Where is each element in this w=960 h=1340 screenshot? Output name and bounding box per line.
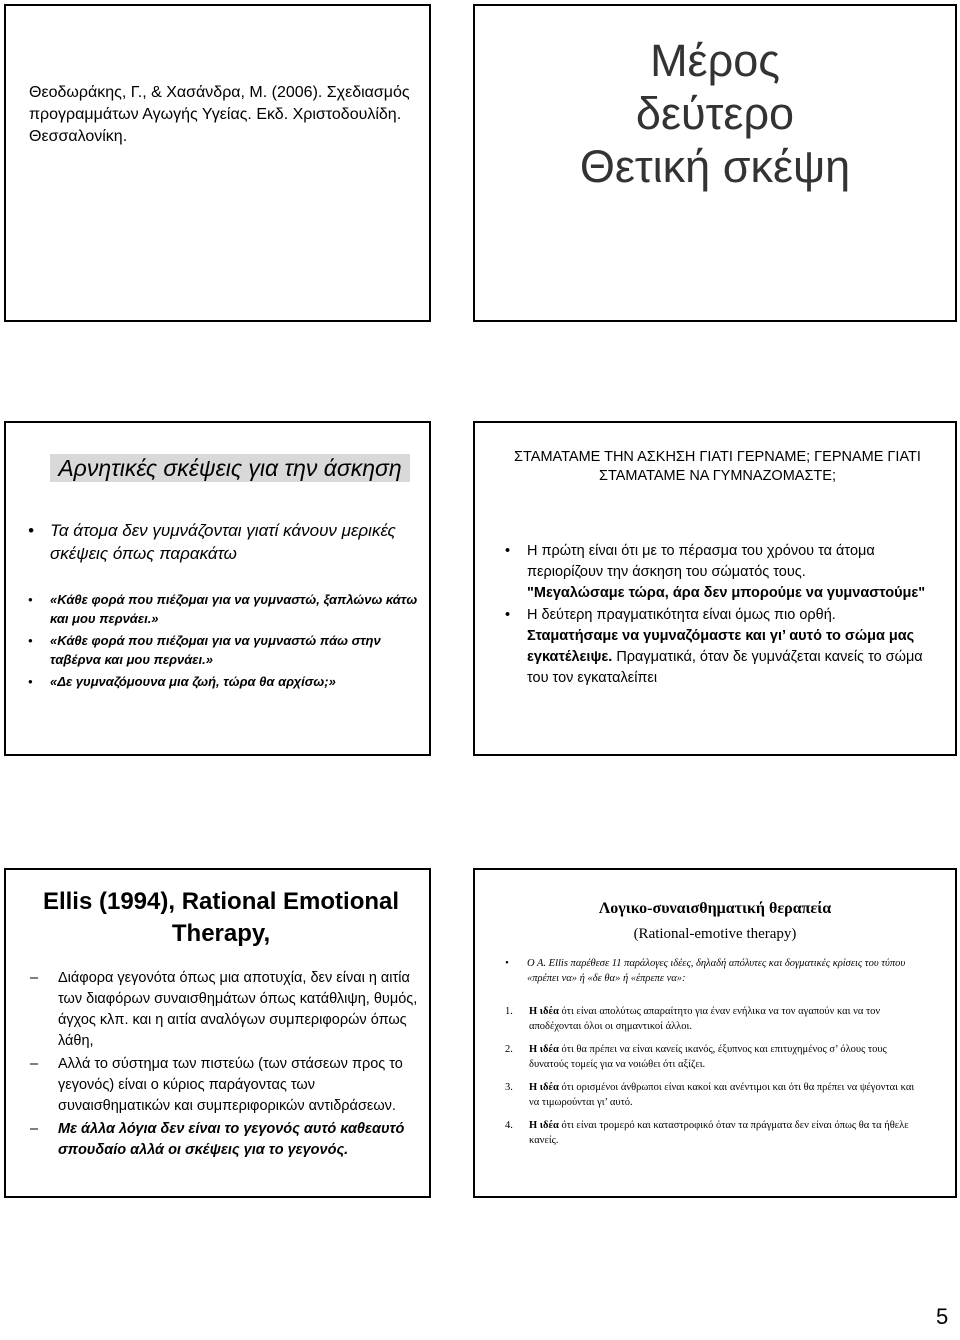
slide-part-two: [473, 4, 957, 322]
item-number: 2.: [505, 1044, 513, 1055]
paragraph-text: Η δεύτερη πραγματικότητα είναι όμως πιο ορθή.: [527, 607, 836, 623]
main-bullet: [28, 519, 423, 565]
dash-icon: –: [30, 1056, 39, 1072]
bullet-icon: •: [505, 958, 509, 969]
item-lead: Η ιδέα: [529, 1044, 559, 1055]
list-item: [505, 1118, 925, 1148]
slide-ellis: [4, 868, 431, 1198]
paragraph: [527, 605, 930, 689]
slide-rational-emotive: [473, 868, 957, 1198]
dash-icon: –: [30, 1121, 39, 1137]
bold-text: Σταματήσαμε να γυμναζόμαστε και γι’ αυτό το σώμα μας εγκατέλειψε.: [527, 628, 915, 665]
quote-list: [28, 590, 423, 694]
slide-stop-exercise: [473, 421, 957, 756]
slide-reference: [4, 4, 431, 322]
list-item: [505, 1080, 925, 1110]
intro-text: Ο Α. Ellis παρέθεσε 11 παράλογες ιδέες, δηλαδή απόλυτες και δογματικές κρίσεις του τύπου «πρέπει να» ή «δε θα» ή «έπρεπε να»:: [527, 958, 906, 984]
slide-title: Αρνητικές σκέψεις για την άσκηση: [50, 454, 410, 482]
list-item: [28, 631, 423, 669]
slide-subtitle: (Rational-emotive therapy): [633, 926, 797, 942]
item-text: [529, 1118, 925, 1148]
main-bullet-text: Τα άτομα δεν γυμνάζονται γιατί κάνουν μερικές σκέψεις όπως παρακάτω: [50, 521, 396, 563]
intro-bullet: [505, 956, 925, 986]
item-number: 4.: [505, 1120, 513, 1131]
bullet-icon: •: [28, 674, 33, 689]
list-item: [505, 605, 930, 689]
list-item: [505, 541, 930, 604]
list-item: [30, 1054, 425, 1117]
quote-text: «Κάθε φορά που πιέζομαι για να γυμναστώ πάω στην ταβέρνα και μου περνάει.»: [50, 633, 381, 667]
slide-negative-thoughts: [4, 421, 431, 756]
item-text: [529, 1042, 925, 1072]
slide-heading: ΣΤΑΜΑΤΑΜΕ ΤΗΝ ΑΣΚΗΣΗ ΓΙΑΤΙ ΓΕΡΝΑΜΕ; ΓΕΡΝΑΜΕ ΓΙΑΤΙ ΣΤΑΜΑΤΑΜΕ ΝΑ ΓΥΜΝΑΖΟΜΑΣΤΕ;: [514, 449, 921, 484]
reference-text: Θεοδωράκης, Γ., & Χασάνδρα, Μ. (2006). Σχεδιασμός προγραμμάτων Αγωγής Υγείας. Εκδ. Χριστοδουλίδη. Θεσσαλονίκη.: [29, 84, 410, 145]
list-item: [30, 968, 425, 1052]
item-lead: Η ιδέα: [529, 1120, 559, 1131]
page-number: 5: [936, 1304, 949, 1329]
quote-text: «Δε γυμναζόμουνα μια ζωή, τώρα θα αρχίσω;»: [50, 674, 336, 689]
bullet-icon: •: [505, 543, 511, 559]
item-lead: Η ιδέα: [529, 1006, 559, 1017]
item-rest: ότι ορισμένοι άνθρωποι είναι κακοί και ανέντιμοι και ότι θα πρέπει να ψέγονται και να τιμωρούνται γι’ αυτό.: [529, 1082, 915, 1108]
bullet-icon: •: [28, 521, 34, 540]
item-number: 1.: [505, 1006, 513, 1017]
part-title: [475, 34, 955, 193]
item-number: 3.: [505, 1082, 513, 1093]
title-line-3: Θετική σκέψη: [579, 141, 851, 192]
bullet-icon: •: [505, 607, 511, 623]
item-text: Αλλά το σύστημα των πιστεύω (των στάσεων προς το γεγονός) είναι ο κύριος παράγοντας των συναισθηματικών και συμπεριφορικών αντιδράσεων.: [58, 1056, 403, 1114]
item-rest: ότι είναι απολύτως απαραίτητο για έναν ενήλικα να τον αγαπούν και να τον αποδέχονται όλοι οι σημαντικοί άλλοι.: [529, 1006, 881, 1032]
quote-text: «Κάθε φορά που πιέζομαι για να γυμναστώ, ξαπλώνω κάτω και μου περνάει.»: [50, 592, 418, 626]
list-item: [505, 1042, 925, 1072]
title-line-1: Μέρος: [650, 35, 780, 86]
list-item: [505, 1004, 925, 1034]
slide-body: [505, 541, 930, 690]
item-text: [529, 1080, 925, 1110]
list-item: [30, 1119, 425, 1161]
list-item: [28, 590, 423, 628]
slide-title: Λογικο-συναισθηματική θεραπεία: [598, 900, 832, 917]
paragraph-text: Πραγματικά, όταν δε γυμνάζεται κανείς το σώμα του τον εγκαταλείπει: [527, 649, 923, 686]
title-line-2: δεύτερο: [635, 88, 795, 139]
list-item: [28, 672, 423, 691]
slide-title: Ellis (1994), Rational Emotional Therapy,: [42, 888, 400, 947]
item-text: [529, 1004, 925, 1034]
bold-text: "Μεγαλώσαμε τώρα, άρα δεν μπορούμε να γυμναστούμε": [527, 585, 926, 601]
item-lead: Η ιδέα: [529, 1082, 559, 1093]
item-rest: ότι θα πρέπει να είναι κανείς ικανός, έξυπνος και επιτυχημένος σ’ όλους τους δυνατούς τομείς για να νοιώθει ότι αξίζει.: [529, 1044, 887, 1070]
paragraph-text: Η πρώτη είναι ότι με το πέρασμα του χρόνου τα άτομα περιορίζουν την άσκηση του σώματός τους.: [527, 543, 875, 580]
dash-icon: –: [30, 970, 39, 986]
item-rest: ότι είναι τρομερό και καταστροφικό όταν τα πράγματα δεν είναι όπως θα τα ήθελε κανείς.: [529, 1120, 909, 1146]
paragraph: [527, 541, 930, 604]
slide-body: [30, 968, 425, 1163]
item-text: Με άλλα λόγια δεν είναι το γεγονός αυτό καθεαυτό σπουδαίο αλλά οι σκέψεις για το γεγονός.: [58, 1121, 405, 1158]
bullet-icon: •: [28, 633, 33, 648]
item-text: Διάφορα γεγονότα όπως μια αποτυχία, δεν είναι η αιτία των διαφόρων συναισθημάτων όπως κατάθλιψη, θυμός, άγχος κλπ. και η αιτία αναλόγων συμπεριφορών όπως λάθη,: [58, 970, 418, 1049]
bullet-icon: •: [28, 592, 33, 607]
ideas-list: [505, 1004, 925, 1156]
